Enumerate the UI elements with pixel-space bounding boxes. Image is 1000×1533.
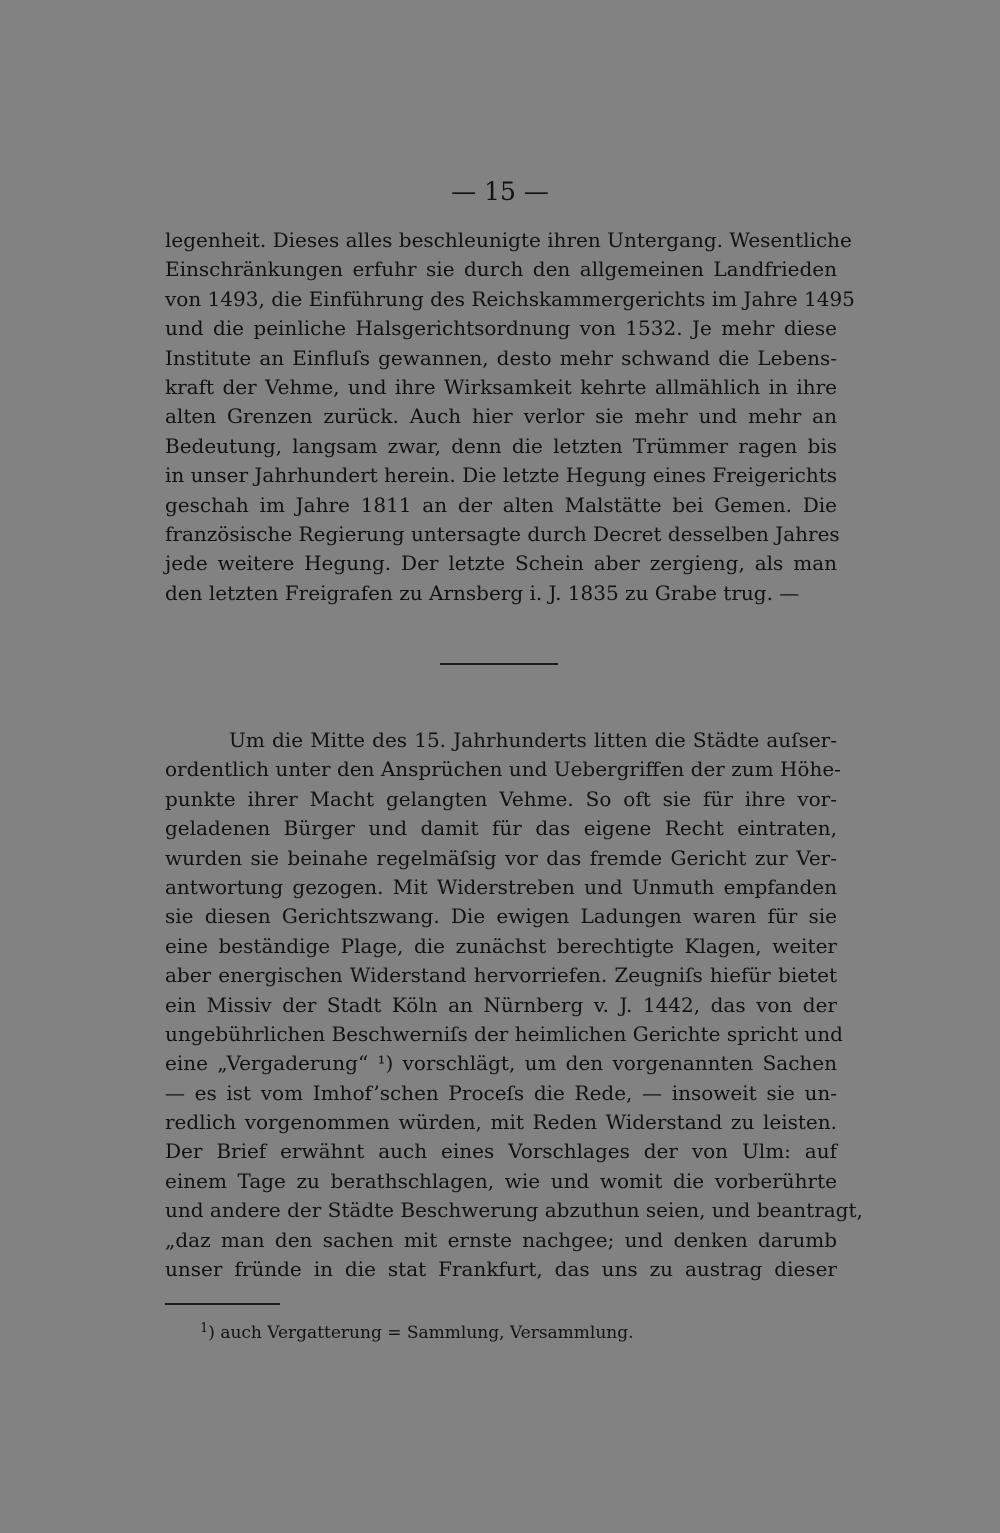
text-line: antwortung gezogen. Mit Widerstreben und Unmuth empfanden xyxy=(165,874,837,899)
text-line: sie diesen Gerichtszwang. Die ewigen Ladungen waren für sie xyxy=(165,904,837,929)
footnote-divider xyxy=(165,1303,280,1305)
text-line: aber energischen Widerstand hervorriefen. Zeugniſs hiefür bietet xyxy=(165,963,837,988)
text-line: französische Regierung untersagte durch Decret desselben Jahres xyxy=(165,521,840,546)
text-line: und andere der Städte Beschwerung abzuthun seien, und beantragt, xyxy=(165,1198,863,1223)
text-line: in unser Jahrhundert herein. Die letzte Hegung eines Freigerichts xyxy=(165,463,838,488)
text-line: Um die Mitte des 15. Jahrhunderts litten die Städte auſser- xyxy=(229,728,837,752)
text-line: Institute an Einfluſs gewannen, desto mehr schwand die Lebens- xyxy=(165,345,837,370)
text-line: geschah im Jahre 1811 an der alten Malstätte bei Gemen. Die xyxy=(165,492,837,517)
text-line: kraft der Vehme, und ihre Wirksamkeit kehrte allmählich in ihre xyxy=(165,374,837,399)
text-line: ordentlich unter den Ansprüchen und Uebergriffen der zum Höhe- xyxy=(165,757,841,782)
text-line: Bedeutung, langsam zwar, denn die letzten Trümmer ragen bis xyxy=(165,433,837,458)
text-line: eine beständige Plage, die zunächst berechtigte Klagen, weiter xyxy=(165,933,837,958)
paragraph-1 xyxy=(165,226,855,608)
text-line: „daz man den sachen mit ernste nachgee; und denken darumb xyxy=(165,1227,837,1252)
text-line: Einschränkungen erfuhr sie durch den allgemeinen Landfrieden xyxy=(165,257,837,282)
text-line: unser fründe in die stat Frankfurt, das uns zu austrag dieser xyxy=(165,1257,837,1282)
text-line: geladenen Bürger und damit für das eigene Recht eintraten, xyxy=(165,816,837,841)
text-line: und die peinliche Halsgerichtsordnung von 1532. Je mehr diese xyxy=(165,316,837,341)
text-line: den letzten Freigrafen zu Arnsberg i. J. 1835 zu Grabe trug. — xyxy=(165,580,800,605)
section-divider xyxy=(440,663,558,665)
footnote-marker: 1 xyxy=(200,1321,209,1336)
text-line: — es ist vom Imhof’schen Proceſs die Rede, — insoweit sie un- xyxy=(165,1080,837,1105)
text-line: ungebührlichen Beschwerniſs der heimlichen Gerichte spricht und xyxy=(165,1021,843,1046)
text-line: alten Grenzen zurück. Auch hier verlor sie mehr und mehr an xyxy=(165,404,837,429)
footnote-text: ) auch Vergatterung = Sammlung, Versammlung. xyxy=(208,1323,634,1343)
text-line: ein Missiv der Stadt Köln an Nürnberg v. J. 1442, das von der xyxy=(165,992,837,1017)
text-line: punkte ihrer Macht gelangten Vehme. So oft sie für ihre vor- xyxy=(165,786,837,811)
text-line: einem Tage zu berathschlagen, wie und womit die vorberührte xyxy=(165,1168,837,1193)
text-line: jede weitere Hegung. Der letzte Schein aber zergieng, als man xyxy=(165,551,837,576)
text-line: Der Brief erwähnt auch eines Vorschlages der von Ulm: auf xyxy=(165,1139,837,1164)
text-line: wurden sie beinahe regelmäſsig vor das fremde Gericht zur Ver- xyxy=(165,845,837,870)
paragraph-2 xyxy=(165,726,863,1284)
footnote xyxy=(200,1320,840,1346)
text-line: redlich vorgenommen würden, mit Reden Widerstand zu leisten. xyxy=(165,1110,837,1135)
text-line: von 1493, die Einführung des Reichskammergerichts im Jahre 1495 xyxy=(165,286,855,311)
text-line: legenheit. Dieses alles beschleunigte ihren Untergang. Wesentliche xyxy=(165,228,852,252)
page-number: — 15 — xyxy=(451,177,549,206)
text-line: eine „Vergaderung“ ¹) vorschlägt, um den vorgenannten Sachen xyxy=(165,1051,837,1076)
